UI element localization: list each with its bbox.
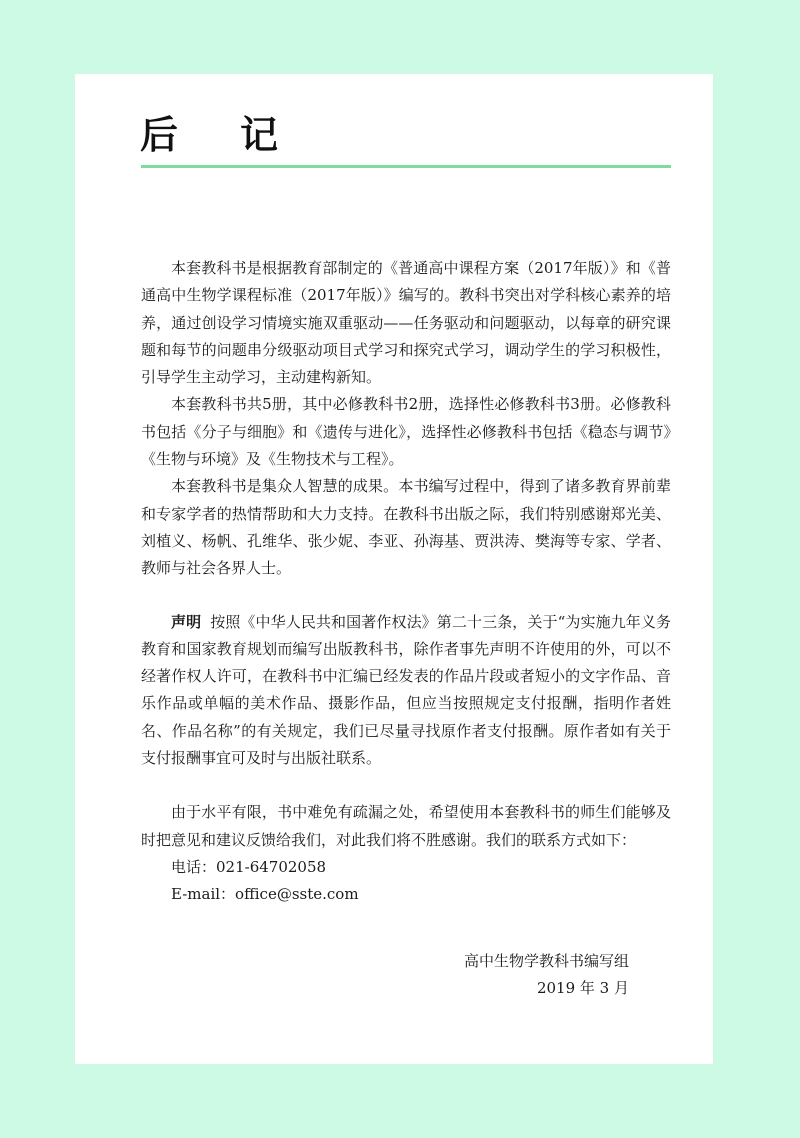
spacer (141, 583, 671, 609)
signature-date: 2019 年 3 月 (536, 979, 629, 997)
contact-email: E-mail：office@sste.com (171, 885, 359, 904)
statement-label: 声明 (171, 612, 202, 631)
contact-phone: 电话：021-64702058 (171, 857, 327, 876)
signature-org: 高中生物学教科书编写组 (463, 952, 629, 970)
page-title: 后记 (140, 113, 341, 157)
statement-text: 按照《中华人民共和国著作权法》第二十三条，关于“为实施九年义务教育和国家教育规划而编写出版教科书，除作者事先声明不许使用的外，可以不经著作权人许可，在教科书中汇编已经发表的作品片段或者短小的文字作品、音乐作品或单幅的美术作品、摄影作品，但应当按照规定支付报酬，指明作者姓名、作品名称”的有关规定，我们已尽量寻找原作者支付报酬。原作者如有关于支付报酬事宜可及时与出版社联系。 (141, 612, 671, 768)
paragraph-3: 本套教科书是集众人智慧的成果。本书编写过程中，得到了诸多教育界前辈和专家学者的热情帮助和大力支持。在教科书出版之际，我们特别感谢郑光美、刘植义、杨帆、孔维华、张少妮、李亚、孙海基、贾洪涛、樊海等专家、学者、教师与社会各界人士。 (141, 477, 671, 578)
document-page (75, 74, 713, 1064)
document-body (141, 255, 671, 909)
paragraph-1: 本套教科书是根据教育部制定的《普通高中课程方案（2017年版）》和《普通高中生物学课程标准（2017年版）》编写的。教科书突出对学科核心素养的培养，通过创设学习情境实施双重驱动——任务驱动和问题驱动，以每章的研究课题和每节的问题串分级驱动项目式学习和探究式学习，调动学生的学习积极性，引导学生主动学习，主动建构新知。 (141, 259, 671, 387)
signature-block (464, 948, 629, 1002)
statement-paragraph (141, 609, 671, 773)
paragraph-feedback: 由于水平有限，书中难免有疏漏之处，希望使用本套教科书的师生们能够及时把意见和建议反馈给我们，对此我们将不胜感谢。我们的联系方式如下： (141, 803, 671, 849)
spacer (141, 772, 671, 799)
paragraph-2: 本套教科书共5册，其中必修教科书2册，选择性必修教科书3册。必修教科书包括《分子与细胞》和《遗传与进化》，选择性必修教科书包括《稳态与调节》《生物与环境》及《生物技术与工程》。 (141, 395, 671, 469)
title-underline (141, 165, 671, 168)
